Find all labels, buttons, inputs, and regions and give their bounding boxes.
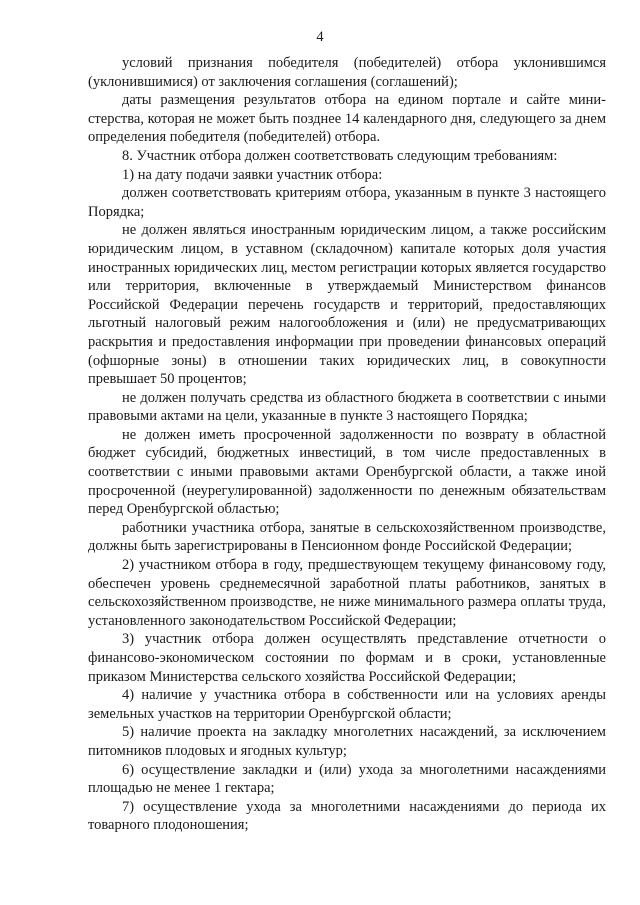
page-number: 4	[316, 29, 324, 45]
paragraph-subitem-3-reporting: 3) участник отбора должен осуществлять представление отчетности о финансово-экономическом состоянии по формам и в сроки, установленные приказом Министерства сельского хозяйства Российской Федерации;	[88, 631, 606, 685]
document-body	[88, 54, 606, 835]
paragraph-subitem-7-care: 7) осуществление ухода за многолетними насаждениями до периода их товарного плодоношения;	[88, 798, 606, 834]
paragraph-subitem-6-planting-area: 6) осуществление закладки и (или) ухода за многолетними насаждениями площадью не менее 1 гектара;	[88, 761, 606, 797]
paragraph-subitem-1: 1) на дату подачи заявки участник отбора:	[122, 166, 383, 183]
paragraph-item-8-heading: 8. Участник отбора должен соответствовать следующим требованиям:	[122, 147, 558, 164]
paragraph-subitem-2-wages: 2) участником отбора в году, предшествующем текущему финансовому году, обеспечен уровень среднемесячной заработной платы работников, занятых в сельскохозяйственном производстве, не ниже минимального размера оплаты труда, установленного законодательством Российской Федерации;	[88, 557, 606, 629]
paragraph-regional-budget-funds: не должен получать средства из областного бюджета в соответствии с иными правовыми актами на цели, указанные в пункте 3 настоящего Порядка;	[88, 389, 606, 425]
paragraph-subitem-4-land: 4) наличие у участника отбора в собственности или на условиях аренды земельных участков на территории Оренбургской области;	[88, 687, 606, 722]
paragraph-subitem-5-project: 5) наличие проекта на закладку многолетних насаждений, за исключением питомников плодовых и ягодных культур;	[88, 724, 606, 759]
paragraph-pension-fund-registration: работники участника отбора, занятые в сельскохозяйственном производстве, должны быть зарегистрированы в Пенсионном фонде Российской Федерации;	[88, 519, 606, 555]
paragraph-results-publication-dates: даты размещения результатов отбора на едином портале и сайте министерства, которая не может быть позднее 14 календарного дня, следующего за днем определения победителя (победителей) отбора.	[88, 92, 606, 146]
paragraph-overdue-debt: не должен иметь просроченной задолженности по возврату в областной бюджет субсидий, бюджетных инвестиций, в том числе предоставленных в соответствии с иными правовыми актами Оренбургской области, а также иной просроченной (неурегулированной) задолженности по денежным обязательствам перед Оренбургской областью;	[88, 426, 606, 518]
paragraph-foreign-entity-restriction: не должен являться иностранным юридическим лицом, а также российским юридическим лицом, в уставном (складочном) капитале которых доля участия иностранных юридических лиц, местом регистрации которых является государство или территория, включенные в утверждаемый Министерством финансов Российской Федерации перечень государств и территорий, предоставляющих льготный налоговый режим налогообложения и (или) не предусматривающих раскрытия и предоставления информации при проведении финансовых операций (офшорные зоны) в отношении таких юридических лиц, в совокупности превышает 50 процентов;	[88, 222, 606, 388]
paragraph-winner-evasion-conditions: условий признания победителя (победителей) отбора уклонившимся (уклонившимися) от заключения соглашения (соглашений);	[88, 55, 606, 90]
paragraph-selection-criteria: должен соответствовать критериям отбора, указанным в пункте 3 настоящего Порядка;	[88, 185, 606, 220]
